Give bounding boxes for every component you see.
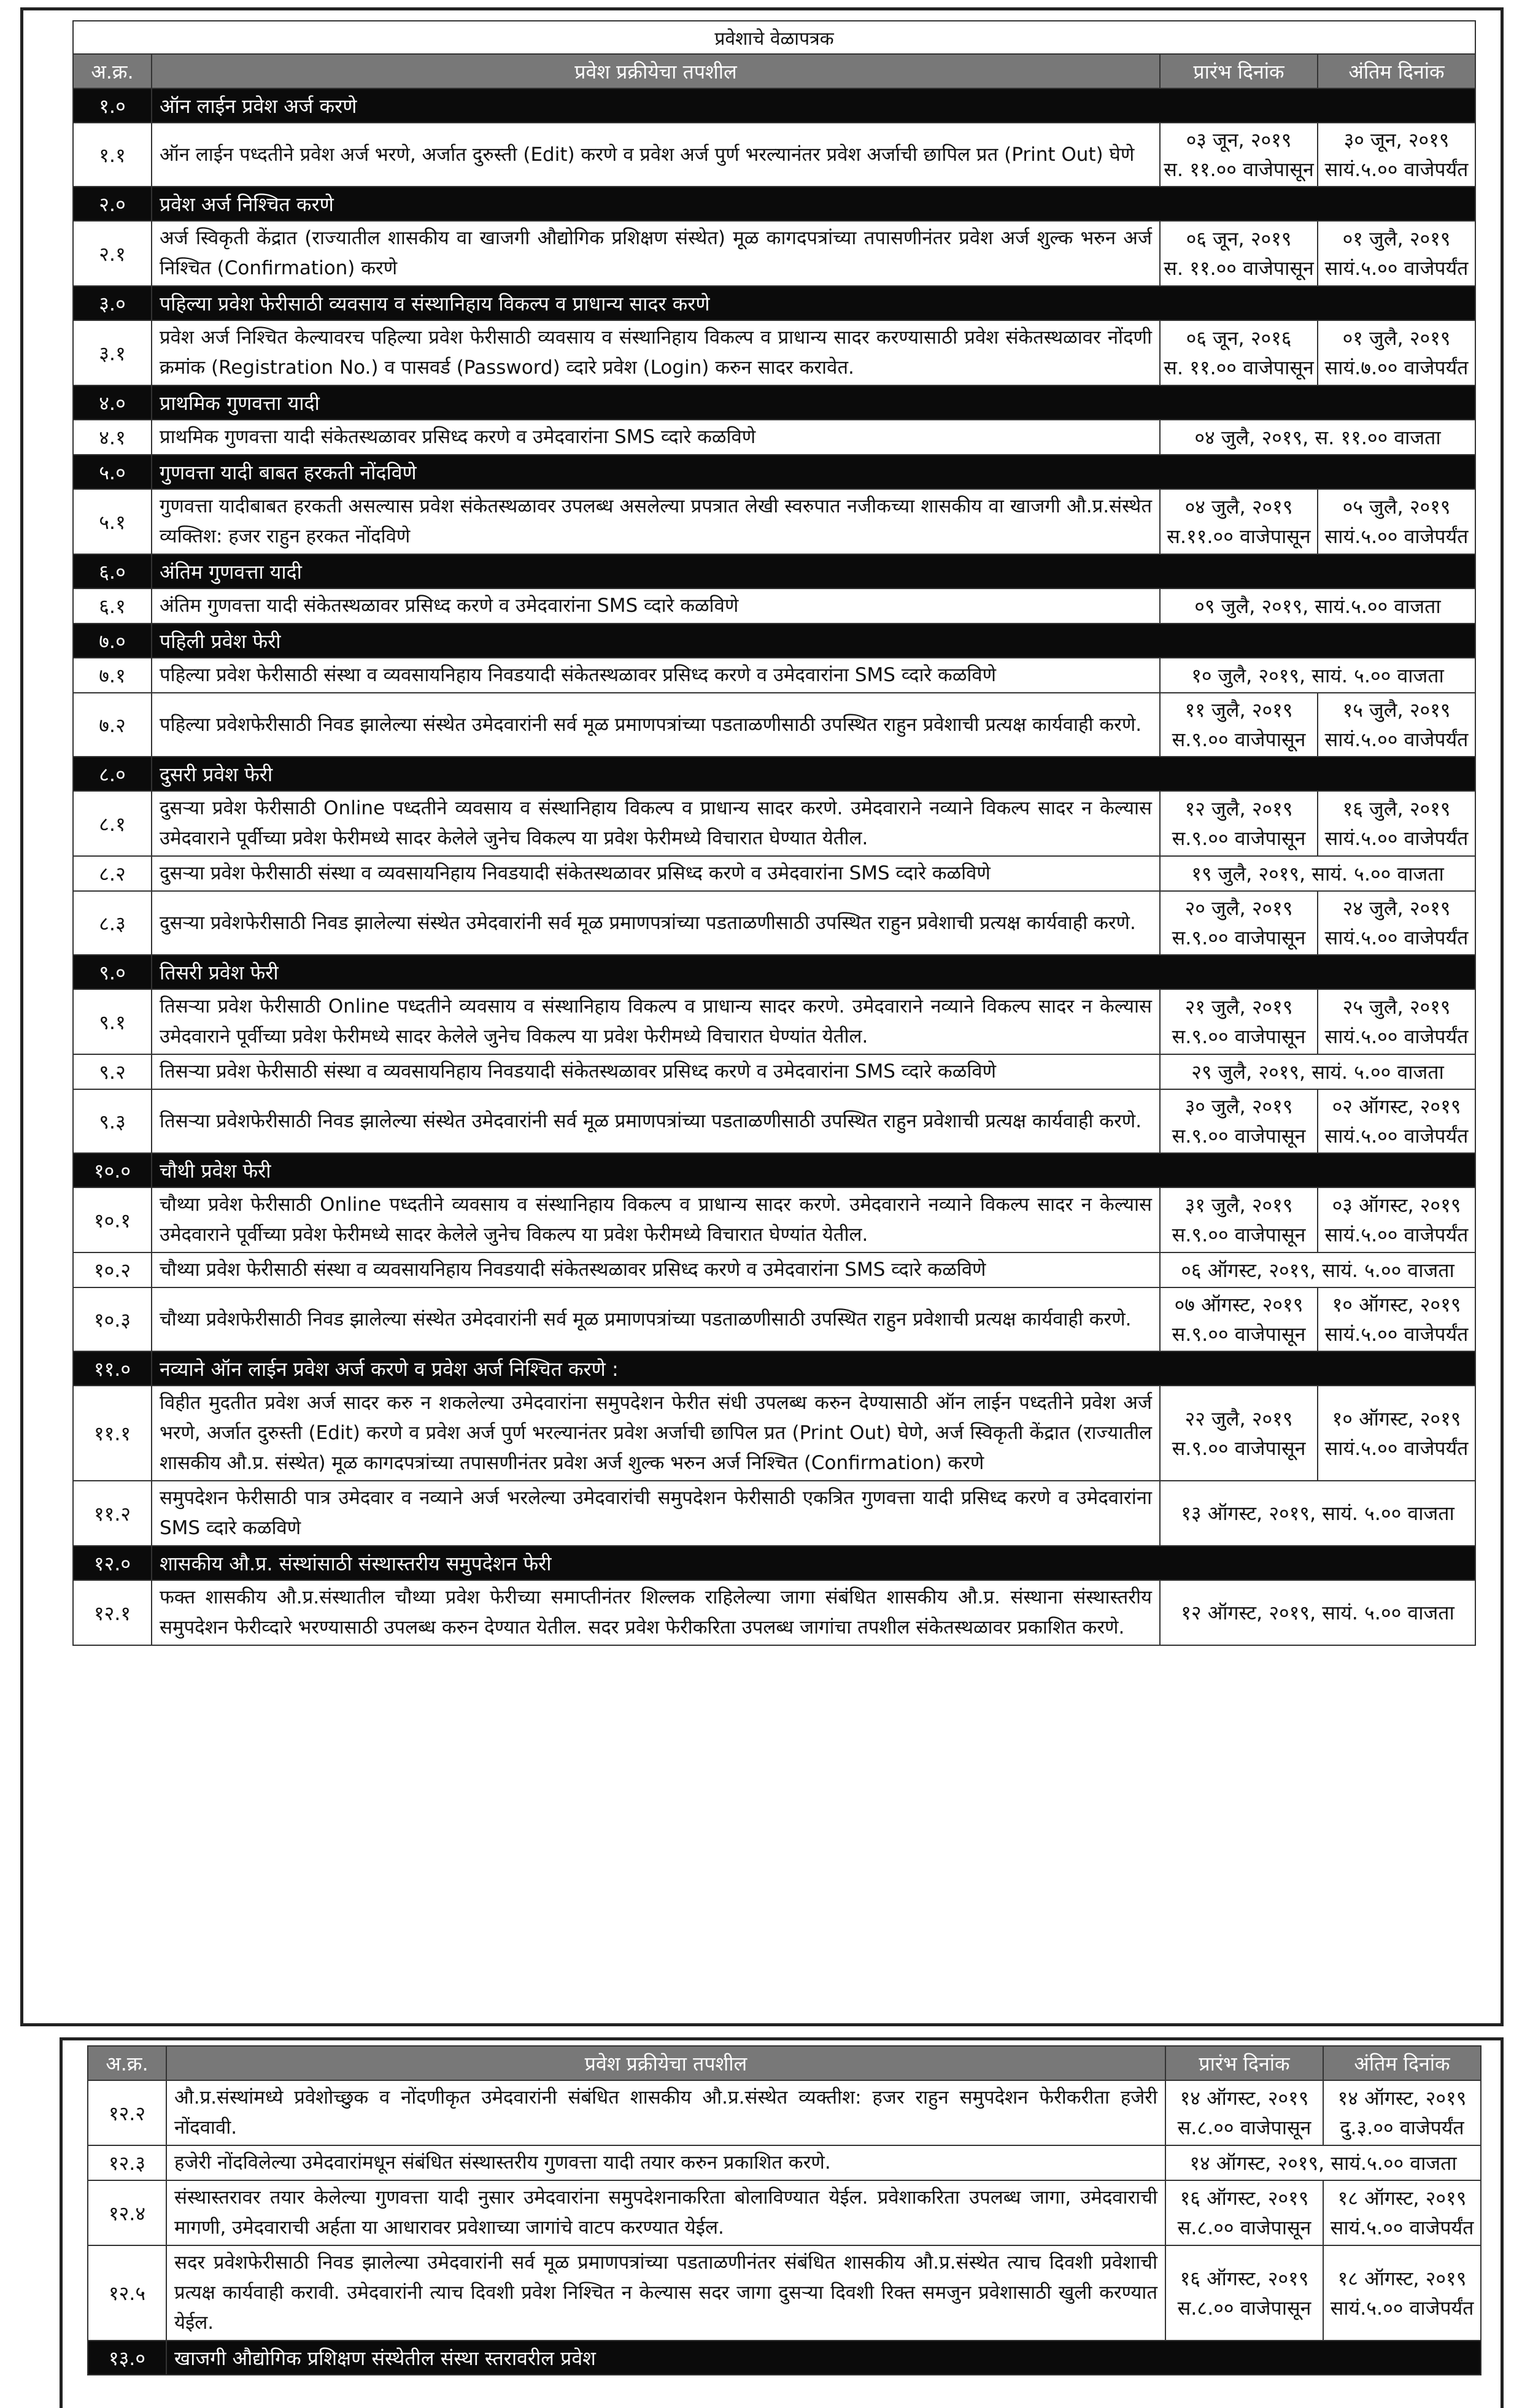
- start-time: स.९.०० वाजेपासून: [1172, 728, 1306, 751]
- section-header: [73, 757, 1475, 791]
- end-time: सायं.५.०० वाजेपर्यंत: [1324, 1223, 1469, 1246]
- end-time: सायं.५.०० वाजेपर्यंत: [1330, 2216, 1474, 2239]
- row-number: १२.४: [88, 2180, 166, 2245]
- start-time: स.९.०० वाजेपासून: [1172, 1124, 1306, 1148]
- section-number: ४.०: [73, 385, 152, 420]
- table-row: [73, 1481, 1475, 1546]
- end-time: सायं.५.०० वाजेपर्यंत: [1324, 926, 1469, 949]
- row-number: ५.१: [73, 489, 152, 554]
- start-date: ०७ ऑगस्ट, २०१९: [1174, 1293, 1304, 1316]
- section-number: ६.०: [73, 554, 152, 588]
- row-number: १२.१: [73, 1580, 152, 1645]
- table-row: [73, 891, 1475, 955]
- row-description: समुपदेशन फेरीसाठी पात्र उमेदवार व नव्याने अर्ज भरलेल्या उमेदवारांची समुपदेशन फेरीसाठी एकत्रित गुणवत्ता यादी प्रसिध्द करणे व उमेदवारांना SMS व्दारे कळविणे: [152, 1481, 1160, 1546]
- section-number: ७.०: [73, 623, 152, 658]
- end-date: १८ ऑगस्ट, २०१९: [1337, 2266, 1467, 2290]
- row-number: १०.३: [73, 1287, 152, 1351]
- end-date-cell: [1318, 989, 1475, 1054]
- end-date-cell: [1323, 2180, 1481, 2245]
- start-date: १६ ऑगस्ट, २०१९: [1180, 2266, 1309, 2290]
- row-number: ११.२: [73, 1481, 152, 1546]
- column-header-desc: प्रवेश प्रक्रीयेचा तपशील: [166, 2046, 1165, 2080]
- section-header: [88, 2340, 1481, 2375]
- start-time: स. ११.०० वाजेपासून: [1164, 158, 1314, 181]
- row-description: पहिल्या प्रवेश फेरीसाठी संस्था व व्यवसायनिहाय निवडयादी संकेतस्थळावर प्रसिध्द करणे व उमेदवारांना SMS व्दारे कळविणे: [152, 658, 1160, 693]
- row-number: ७.१: [73, 658, 152, 693]
- start-date: २० जुलै, २०१९: [1184, 897, 1293, 920]
- column-header-no: अ.क्र.: [88, 2046, 166, 2080]
- schedule-page-1: [20, 7, 1504, 2026]
- table-row: [88, 2245, 1481, 2340]
- start-time: स. ११.०० वाजेपासून: [1164, 356, 1314, 379]
- row-description: फक्त शासकीय औ.प्र.संस्थातील चौथ्या प्रवेश फेरीच्या समाप्तीनंतर शिल्लक राहिलेल्या जागा संबंधित शासकीय औ.प्र. संस्थाना संस्थास्तरीय समुपदेशन फेरीव्दारे भरण्यासाठी उपलब्ध करुन देण्यात येतील. सदर प्रवेश फेरीकरिता उपलब्ध जागांचा तपशील संकेतस्थळावर प्रकाशित करणे.: [152, 1580, 1160, 1645]
- section-title: ऑन लाईन प्रवेश अर्ज करणे: [152, 88, 1475, 123]
- column-header-desc: प्रवेश प्रक्रीयेचा तपशील: [152, 54, 1160, 88]
- start-time: स.९.०० वाजेपासून: [1172, 1436, 1306, 1460]
- end-date-cell: [1318, 123, 1475, 187]
- start-date-cell: [1160, 989, 1318, 1054]
- section-title: पहिल्या प्रवेश फेरीसाठी व्यवसाय व संस्थानिहाय विकल्प व प्राधान्य सादर करणे: [152, 286, 1475, 320]
- table-row: [73, 1252, 1475, 1287]
- table-row: [73, 658, 1475, 693]
- section-number: ९.०: [73, 955, 152, 989]
- row-description: अर्ज स्विकृती केंद्रात (राज्यातील शासकीय वा खाजगी औद्योगिक प्रशिक्षण संस्थेत) मूळ कागदपत्रांच्या तपासणीनंतर प्रवेश अर्ज शुल्क भरुन अर्ज निश्चित (Confirmation) करणे: [152, 221, 1160, 286]
- section-title: प्रवेश अर्ज निश्चित करणे: [152, 187, 1475, 221]
- table-row: [73, 1287, 1475, 1351]
- section-header: [73, 385, 1475, 420]
- row-description: तिसऱ्या प्रवेशफेरीसाठी निवड झालेल्या संस्थेत उमेदवारांनी सर्व मूळ प्रमाणपत्रांच्या पडताळणीसाठी उपस्थित राहुन प्रवेशाची प्रत्यक्ष कार्यवाही करणे.: [152, 1089, 1160, 1153]
- end-date: ०१ जुलै, २०१९: [1342, 227, 1451, 250]
- end-date: ०२ ऑगस्ट, २०१९: [1332, 1095, 1461, 1118]
- start-date-cell: [1160, 1187, 1318, 1252]
- row-number: १२.५: [88, 2245, 166, 2340]
- table-row: [73, 320, 1475, 385]
- start-time: स.९.०० वाजेपासून: [1172, 1223, 1306, 1246]
- start-date-cell: [1160, 1089, 1318, 1153]
- row-number: ६.१: [73, 588, 152, 623]
- table-row: [73, 1089, 1475, 1153]
- start-date: ०६ जून, २०१९: [1186, 227, 1292, 250]
- section-number: १२.०: [73, 1546, 152, 1580]
- table-row: [88, 2145, 1481, 2180]
- section-title: अंतिम गुणवत्ता यादी: [152, 554, 1475, 588]
- section-header: [73, 554, 1475, 588]
- start-time: स.८.०० वाजेपासून: [1177, 2296, 1311, 2320]
- row-description: तिसऱ्या प्रवेश फेरीसाठी Online पध्दतीने व्यवसाय व संस्थानिहाय विकल्प व प्राधान्य सादर करणे. उमेदवाराने नव्याने विकल्प सादर न केल्यास उमेदवाराने पूर्वीच्या प्रवेश फेरीमध्ये सादर केलेले जुनेच विकल्प या प्रवेश फेरीमध्ये विचारात घेण्यांत येतील.: [152, 989, 1160, 1054]
- row-date-time: १३ ऑगस्ट, २०१९, सायं. ५.०० वाजता: [1160, 1481, 1475, 1546]
- column-header-no: अ.क्र.: [73, 54, 152, 88]
- end-time: सायं.५.०० वाजेपर्यंत: [1324, 158, 1469, 181]
- row-number: ८.२: [73, 856, 152, 891]
- row-date-time: १० जुलै, २०१९, सायं. ५.०० वाजता: [1160, 658, 1475, 693]
- end-date: ३० जून, २०१९: [1343, 128, 1450, 152]
- section-header: [73, 623, 1475, 658]
- end-date-cell: [1318, 1287, 1475, 1351]
- section-title: शासकीय औ.प्र. संस्थांसाठी संस्थास्तरीय समुपदेशन फेरी: [152, 1546, 1475, 1580]
- row-description: ऑन लाईन पध्दतीने प्रवेश अर्ज भरणे, अर्जात दुरुस्ती (Edit) करणे व प्रवेश अर्ज पुर्ण भरल्यानंतर प्रवेश अर्जाची छापिल प्रत (Print Out) घेणे: [152, 123, 1160, 187]
- schedule-table: [72, 20, 1476, 1646]
- row-date-time: १९ जुलै, २०१९, सायं. ५.०० वाजता: [1160, 856, 1475, 891]
- section-header: [73, 88, 1475, 123]
- section-title: दुसरी प्रवेश फेरी: [152, 757, 1475, 791]
- section-header: [73, 955, 1475, 989]
- row-number: ३.१: [73, 320, 152, 385]
- table-row: [73, 791, 1475, 856]
- table-row: [73, 489, 1475, 554]
- row-number: ११.१: [73, 1386, 152, 1481]
- start-time: स.८.०० वाजेपासून: [1177, 2216, 1311, 2239]
- end-date: २४ जुलै, २०१९: [1342, 897, 1451, 920]
- row-description: हजेरी नोंदविलेल्या उमेदवारांमधून संबंधित संस्थास्तरीय गुणवत्ता यादी तयार करुन प्रकाशित करणे.: [166, 2145, 1165, 2180]
- row-date-time: ०४ जुलै, २०१९, स. ११.०० वाजता: [1160, 420, 1475, 455]
- start-date-cell: [1160, 221, 1318, 286]
- end-time: सायं.५.०० वाजेपर्यंत: [1324, 827, 1469, 850]
- end-date-cell: [1318, 891, 1475, 955]
- start-date-cell: [1160, 1386, 1318, 1481]
- row-description: दुसऱ्या प्रवेशफेरीसाठी निवड झालेल्या संस्थेत उमेदवारांनी सर्व मूळ प्रमाणपत्रांच्या पडताळणीसाठी उपस्थित राहुन प्रवेशाची प्रत्यक्ष कार्यवाही करणे.: [152, 891, 1160, 955]
- end-date: १५ जुलै, २०१९: [1342, 698, 1451, 722]
- start-date-cell: [1160, 1287, 1318, 1351]
- start-date-cell: [1160, 693, 1318, 757]
- end-date-cell: [1318, 791, 1475, 856]
- table-row: [73, 856, 1475, 891]
- start-date: १४ ऑगस्ट, २०१९: [1180, 2086, 1309, 2110]
- row-number: ९.२: [73, 1054, 152, 1089]
- section-title: गुणवत्ता यादी बाबत हरकती नोंदविणे: [152, 455, 1475, 489]
- schedule-table-continued: [87, 2045, 1481, 2375]
- row-date-time: ०९ जुलै, २०१९, सायं.५.०० वाजता: [1160, 588, 1475, 623]
- section-number: ५.०: [73, 455, 152, 489]
- end-date: १० ऑगस्ट, २०१९: [1332, 1293, 1461, 1316]
- table-title: प्रवेशाचे वेळापत्रक: [73, 21, 1475, 54]
- column-header-end: अंतिम दिनांक: [1323, 2046, 1481, 2080]
- row-number: ४.१: [73, 420, 152, 455]
- end-time: सायं.५.०० वाजेपर्यंत: [1324, 1322, 1469, 1346]
- section-number: २.०: [73, 187, 152, 221]
- table-row: [88, 2080, 1481, 2145]
- end-time: सायं.७.०० वाजेपर्यंत: [1324, 356, 1469, 379]
- end-date-cell: [1323, 2245, 1481, 2340]
- table-row: [73, 1187, 1475, 1252]
- end-date: २५ जुलै, २०१९: [1342, 995, 1451, 1019]
- start-date-cell: [1160, 489, 1318, 554]
- row-description: अंतिम गुणवत्ता यादी संकेतस्थळावर प्रसिध्द करणे व उमेदवारांना SMS व्दारे कळविणे: [152, 588, 1160, 623]
- end-date-cell: [1318, 221, 1475, 286]
- end-time: सायं.५.०० वाजेपर्यंत: [1324, 525, 1469, 548]
- section-number: ११.०: [73, 1351, 152, 1386]
- end-date-cell: [1318, 1386, 1475, 1481]
- end-date: १० ऑगस्ट, २०१९: [1332, 1407, 1461, 1430]
- row-description: दुसऱ्या प्रवेश फेरीसाठी संस्था व व्यवसायनिहाय निवडयादी संकेतस्थळावर प्रसिध्द करणे व उमेदवारांना SMS व्दारे कळविणे: [152, 856, 1160, 891]
- end-date: ०१ जुलै, २०१९: [1342, 326, 1451, 350]
- start-date: १६ ऑगस्ट, २०१९: [1180, 2186, 1309, 2210]
- row-description: गुणवत्ता यादीबाबत हरकती असल्यास प्रवेश संकेतस्थळावर उपलब्ध असलेल्या प्रपत्रात लेखी स्वरुपात नजीकच्या शासकीय वा खाजगी औ.प्र.संस्थेत व्यक्तिश: हजर राहुन हरकत नोंदविणे: [152, 489, 1160, 554]
- section-header: [73, 455, 1475, 489]
- row-number: ८.३: [73, 891, 152, 955]
- end-time: सायं.५.०० वाजेपर्यंत: [1324, 257, 1469, 280]
- section-title: चौथी प्रवेश फेरी: [152, 1153, 1475, 1187]
- table-row: [73, 989, 1475, 1054]
- start-date-cell: [1160, 891, 1318, 955]
- column-header-end: अंतिम दिनांक: [1318, 54, 1475, 88]
- start-date: ३१ जुलै, २०१९: [1184, 1194, 1293, 1217]
- end-time: सायं.५.०० वाजेपर्यंत: [1324, 728, 1469, 751]
- row-description: पहिल्या प्रवेशफेरीसाठी निवड झालेल्या संस्थेत उमेदवारांनी सर्व मूळ प्रमाणपत्रांच्या पडताळणीसाठी उपस्थित राहुन प्रवेशाची प्रत्यक्ष कार्यवाही करणे.: [152, 693, 1160, 757]
- start-date: ०६ जून, २०१६: [1186, 326, 1292, 350]
- row-number: १०.२: [73, 1252, 152, 1287]
- row-number: १.१: [73, 123, 152, 187]
- end-time: सायं.५.०० वाजेपर्यंत: [1324, 1124, 1469, 1148]
- table-row: [88, 2180, 1481, 2245]
- row-description: संस्थास्तरावर तयार केलेल्या गुणवत्ता यादी नुसार उमेदवारांना समुपदेशनाकरिता बोलाविण्यात येईल. प्रवेशाकरिता उपलब्ध जागा, उमेदवाराची मागणी, उमेदवाराची अर्हता या आधारावर प्रवेशाच्या जागांचे वाटप करण्यात येईल.: [166, 2180, 1165, 2245]
- start-time: स.११.०० वाजेपासून: [1167, 525, 1311, 548]
- start-date: ०४ जुलै, २०१९: [1184, 495, 1293, 519]
- row-description: चौथ्या प्रवेश फेरीसाठी संस्था व व्यवसायनिहाय निवडयादी संकेतस्थळावर प्रसिध्द करणे व उमेदवारांना SMS व्दारे कळविणे: [152, 1252, 1160, 1287]
- row-number: ९.३: [73, 1089, 152, 1153]
- table-row: [73, 588, 1475, 623]
- row-description: चौथ्या प्रवेश फेरीसाठी Online पध्दतीने व्यवसाय व संस्थानिहाय विकल्प व प्राधान्य सादर करणे. उमेदवाराने नव्याने विकल्प सादर न केल्यास उमेदवाराने पूर्वीच्या प्रवेश फेरीमध्ये सादर केलेले जुनेच विकल्प या प्रवेश फेरीमध्ये विचारात घेण्यांत येतील.: [152, 1187, 1160, 1252]
- start-time: स.९.०० वाजेपासून: [1172, 1322, 1306, 1346]
- end-date-cell: [1318, 489, 1475, 554]
- row-date-time: १२ ऑगस्ट, २०१९, सायं. ५.०० वाजता: [1160, 1580, 1475, 1645]
- end-date: १६ जुलै, २०१९: [1342, 797, 1451, 820]
- section-header: [73, 1153, 1475, 1187]
- start-time: स.९.०० वाजेपासून: [1172, 1025, 1306, 1048]
- section-title: तिसरी प्रवेश फेरी: [152, 955, 1475, 989]
- row-description: औ.प्र.संस्थांमध्ये प्रवेशोच्छुक व नोंदणीकृत उमेदवारांनी संबंधित शासकीय औ.प्र.संस्थेत व्यक्तीश: हजर राहुन समुपदेशन फेरीकरीता हजेरी नोंदवावी.: [166, 2080, 1165, 2145]
- table-row: [73, 1386, 1475, 1481]
- end-date: १८ ऑगस्ट, २०१९: [1337, 2186, 1467, 2210]
- table-row: [73, 123, 1475, 187]
- end-date-cell: [1323, 2080, 1481, 2145]
- section-header: [73, 1546, 1475, 1580]
- start-date-cell: [1165, 2080, 1323, 2145]
- section-number: ८.०: [73, 757, 152, 791]
- column-header-start: प्रारंभ दिनांक: [1160, 54, 1318, 88]
- row-number: ७.२: [73, 693, 152, 757]
- end-time: सायं.५.०० वाजेपर्यंत: [1324, 1436, 1469, 1460]
- start-date-cell: [1160, 320, 1318, 385]
- end-date: ०३ ऑगस्ट, २०१९: [1332, 1194, 1461, 1217]
- section-number: ३.०: [73, 286, 152, 320]
- row-date-time: १४ ऑगस्ट, २०१९, सायं.५.०० वाजता: [1165, 2145, 1481, 2180]
- end-time: सायं.५.०० वाजेपर्यंत: [1330, 2296, 1474, 2320]
- row-description: तिसऱ्या प्रवेश फेरीसाठी संस्था व व्यवसायनिहाय निवडयादी संकेतस्थळावर प्रसिध्द करणे व उमेदवारांना SMS व्दारे कळविणे: [152, 1054, 1160, 1089]
- row-description: सदर प्रवेशफेरीसाठी निवड झालेल्या उमेदवारांनी सर्व मूळ प्रमाणपत्रांच्या पडताळणीनंतर संबंधित शासकीय औ.प्र.संस्थेत त्याच दिवशी प्रवेशाची प्रत्यक्ष कार्यवाही करावी. उमेदवारांनी त्याच दिवशी प्रवेश निश्चित न केल्यास सदर जागा दुसऱ्या दिवशी रिक्त समजुन प्रवेशासाठी खुली करण्यात येईल.: [166, 2245, 1165, 2340]
- row-number: ९.१: [73, 989, 152, 1054]
- section-title: प्राथमिक गुणवत्ता यादी: [152, 385, 1475, 420]
- row-description: प्राथमिक गुणवत्ता यादी संकेतस्थळावर प्रसिध्द करणे व उमेदवारांना SMS व्दारे कळविणे: [152, 420, 1160, 455]
- section-header: [73, 187, 1475, 221]
- section-number: १०.०: [73, 1153, 152, 1187]
- table-row: [73, 1580, 1475, 1645]
- row-number: १२.२: [88, 2080, 166, 2145]
- table-row: [73, 221, 1475, 286]
- start-date: १२ जुलै, २०१९: [1184, 797, 1293, 820]
- start-date-cell: [1165, 2180, 1323, 2245]
- start-date: ३० जुलै, २०१९: [1184, 1095, 1293, 1118]
- start-date: ०३ जून, २०१९: [1186, 128, 1292, 152]
- row-description: चौथ्या प्रवेशफेरीसाठी निवड झालेल्या संस्थेत उमेदवारांनी सर्व मूळ प्रमाणपत्रांच्या पडताळणीसाठी उपस्थित राहुन प्रवेशाची प्रत्यक्ष कार्यवाही करणे.: [152, 1287, 1160, 1351]
- row-date-time: ०६ ऑगस्ट, २०१९, सायं. ५.०० वाजता: [1160, 1252, 1475, 1287]
- start-time: स. ११.०० वाजेपासून: [1164, 257, 1314, 280]
- schedule-page-2: [60, 2037, 1504, 2408]
- end-date-cell: [1318, 1187, 1475, 1252]
- table-row: [73, 693, 1475, 757]
- section-title: पहिली प्रवेश फेरी: [152, 623, 1475, 658]
- start-date: २१ जुलै, २०१९: [1184, 995, 1293, 1019]
- end-date: ०५ जुलै, २०१९: [1342, 495, 1451, 519]
- start-time: स.८.०० वाजेपासून: [1177, 2116, 1311, 2139]
- end-time: सायं.५.०० वाजेपर्यंत: [1324, 1025, 1469, 1048]
- start-date: ११ जुलै, २०१९: [1184, 698, 1293, 722]
- start-date: २२ जुलै, २०१९: [1184, 1407, 1293, 1430]
- table-row: [73, 1054, 1475, 1089]
- row-number: २.१: [73, 221, 152, 286]
- row-date-time: २९ जुलै, २०१९, सायं. ५.०० वाजता: [1160, 1054, 1475, 1089]
- section-title: नव्याने ऑन लाईन प्रवेश अर्ज करणे व प्रवेश अर्ज निश्चित करणे :: [152, 1351, 1475, 1386]
- section-header: [73, 286, 1475, 320]
- column-header-start: प्रारंभ दिनांक: [1165, 2046, 1323, 2080]
- end-date-cell: [1318, 320, 1475, 385]
- start-time: स.९.०० वाजेपासून: [1172, 827, 1306, 850]
- end-date: १४ ऑगस्ट, २०१९: [1337, 2086, 1467, 2110]
- row-number: १०.१: [73, 1187, 152, 1252]
- row-description: प्रवेश अर्ज निश्चित केल्यावरच पहिल्या प्रवेश फेरीसाठी व्यवसाय व संस्थानिहाय विकल्प व प्राधान्य सादर करण्यासाठी प्रवेश संकेतस्थळावर नोंदणी क्रमांक (Registration No.) व पासवर्ड (Password) व्दारे प्रवेश (Login) करुन सादर करावेत.: [152, 320, 1160, 385]
- section-number: १.०: [73, 88, 152, 123]
- section-header: [73, 1351, 1475, 1386]
- start-date-cell: [1160, 123, 1318, 187]
- row-description: दुसऱ्या प्रवेश फेरीसाठी Online पध्दतीने व्यवसाय व संस्थानिहाय विकल्प व प्राधान्य सादर करणे. उमेदवाराने नव्याने विकल्प सादर न केल्यास उमेदवाराने पूर्वीच्या प्रवेश फेरीमध्ये सादर केलेले जुनेच विकल्प या प्रवेश फेरीमध्ये विचारात घेण्यात येतील.: [152, 791, 1160, 856]
- end-date-cell: [1318, 693, 1475, 757]
- section-number: १३.०: [88, 2340, 166, 2375]
- start-time: स.९.०० वाजेपासून: [1172, 926, 1306, 949]
- table-row: [73, 420, 1475, 455]
- row-description: विहीत मुदतीत प्रवेश अर्ज सादर करु न शकलेल्या उमेदवारांना समुपदेशन फेरीत संधी उपलब्ध करुन देण्यासाठी ऑन लाईन पध्दतीने प्रवेश अर्ज भरणे, अर्जात दुरुस्ती (Edit) करणे व प्रवेश अर्ज पुर्ण भरल्यानंतर प्रवेश अर्जाची छापिल प्रत (Print Out) घेणे, अर्ज स्विकृती केंद्रात (राज्यातील शासकीय औ.प्र. संस्थेत) मूळ कागदपत्रांच्या तपासणीनंतर प्रवेश अर्ज शुल्क भरुन अर्ज निश्चित (Confirmation) करणे: [152, 1386, 1160, 1481]
- start-date-cell: [1165, 2245, 1323, 2340]
- end-date-cell: [1318, 1089, 1475, 1153]
- start-date-cell: [1160, 791, 1318, 856]
- row-number: ८.१: [73, 791, 152, 856]
- section-title: खाजगी औद्योगिक प्रशिक्षण संस्थेतील संस्था स्तरावरील प्रवेश: [166, 2340, 1481, 2375]
- end-time: दु.३.०० वाजेपर्यंत: [1340, 2116, 1464, 2139]
- row-number: १२.३: [88, 2145, 166, 2180]
